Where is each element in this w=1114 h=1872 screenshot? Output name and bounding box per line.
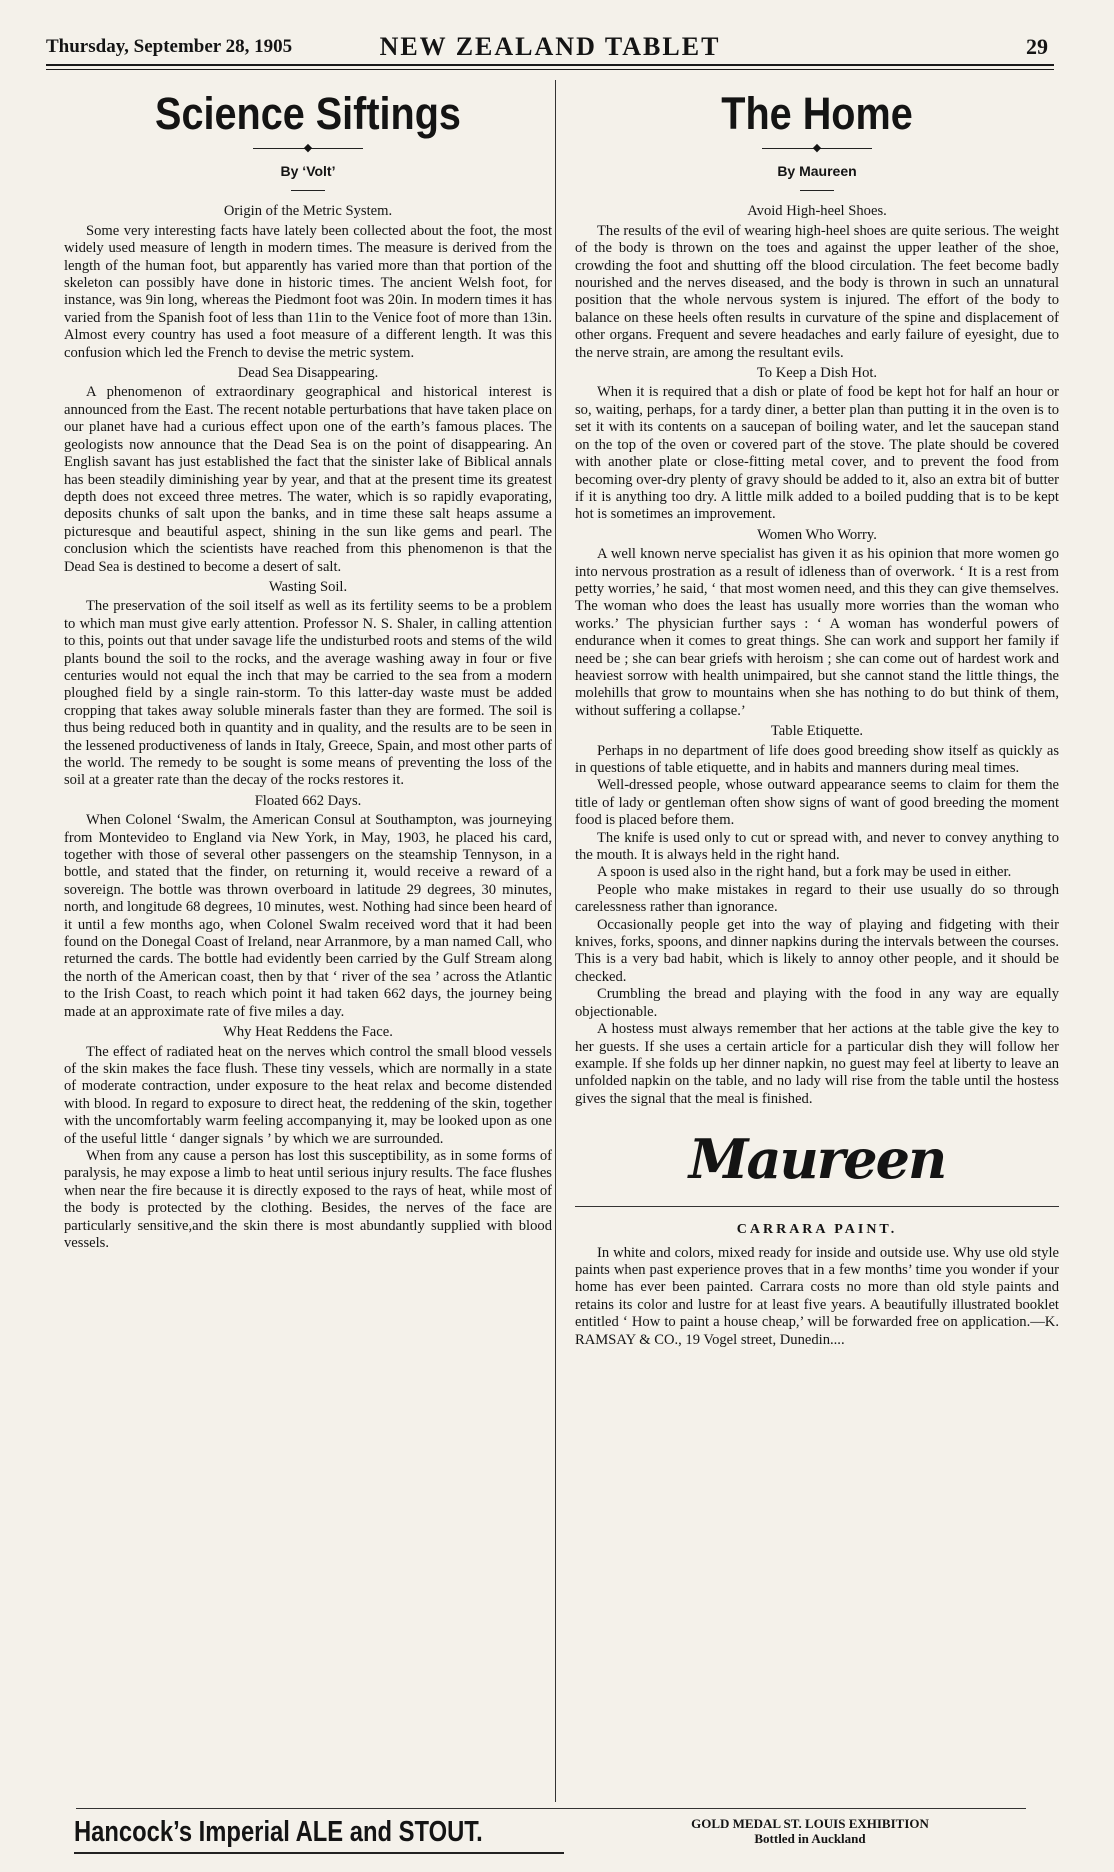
issue-date: Thursday, September 28, 1905 [46, 36, 293, 57]
short-rule [291, 190, 325, 191]
article-heading: Dead Sea Disappearing. [237, 365, 379, 382]
masthead-rule-thin [46, 69, 1054, 70]
article-paragraph: Well-dressed people, whose outward appearance seems to claim for them the title of lady or gentleman often show signs of want of good breeding the moment food is placed before them. [575, 777, 1059, 829]
article-paragraph: A phenomenon of extraordinary geographical and historical interest is announced from the East. The recent notable perturbations that have taken place on our planet have had a curious effect upon one of the earth’s famous places. The geologists now announce that the Dead Sea is on the point of disappearing. An English savant has just established the fact that the sinister lake of Biblical annals has been steadily diminishing year by year, and that at the present time its greatest depth does not exceed three metres. The water, which is so rapidly evaporating, deposits chunks of salt upon the banks, and in time these salt heaps assume a picturesque and beautiful aspect, shining in the sun like gems and pearl. The conclusion which the scientists have reached from this phenomenon is that the Dead Sea is destined to become a desert of salt. [64, 384, 552, 575]
ad-heading: CARRARA PAINT. [736, 1222, 898, 1238]
article-heading: Women Who Worry. [757, 526, 877, 543]
article-heading: Floated 662 Days. [254, 792, 362, 809]
article-paragraph: Occasionally people get into the way of playing and fidgeting with their knives, forks, spoons, and dinner napkins during the intervals between the courses. This is a very bad habit, which is likely to annoy other people, and it should be checked. [575, 916, 1059, 985]
article-paragraph: A hostess must always remember that her actions at the table give the key to her guests. If she uses a certain article for a particular dish they will follow her example. If she folds up her dinner napkin, no guest may feel at liberty to leave an unfolded napkin on the table, and no lady will rise from the table until the hostess gives the signal that the meal is finished. [575, 1021, 1059, 1107]
gold-medal-ad [620, 1816, 1000, 1846]
article-paragraph: A spoon is used also in the right hand, but a fork may be used in either. [597, 864, 1012, 881]
byline: By ‘Volt’ [280, 163, 336, 179]
maureen-signature: Maureen [688, 1127, 946, 1192]
short-rule [800, 190, 834, 191]
science-siftings-column [64, 88, 552, 1252]
article-paragraph: Some very interesting facts have lately been collected about the foot, the most widely used measure of length in modern times. The measure is derived from the length of the human foot, but apparently has varied more than that portion of the skeleton can possibly have done in historic times. The ancient Welsh foot, for instance, was 9in long, whereas the Piedmont foot was 20in. In modern times it has varied from the Spanish foot of less than 11in to the Venice foot of more than 13in. Almost every country has used a foot measure of a different length. It was this confusion which led the French to devise the metric system. [64, 222, 552, 361]
footer-rule [76, 1808, 1026, 1809]
ornament-divider [762, 148, 872, 149]
masthead [46, 32, 1054, 62]
signature-rule [575, 1206, 1059, 1207]
masthead-rule [46, 64, 1054, 66]
byline: By Maureen [777, 163, 857, 179]
column-title: Science Siftings [155, 88, 461, 139]
article-heading: Avoid High-heel Shoes. [747, 203, 887, 220]
hancock-underline [74, 1852, 564, 1854]
article-paragraph: When from any cause a person has lost this susceptibility, as in some forms of paralysis, he may expose a limb to heat until serious injury results. The face flushes when near the fire because it is directly exposed to the rays of heat, while most of the body is protected by the clothing. Besides, the nerves of the face are particularly sensitive,and the skin there is most abundantly supplied with blood vessels. [64, 1147, 552, 1251]
article-paragraph: People who make mistakes in regard to their use usually do so through carelessness rather than ignorance. [575, 881, 1059, 916]
gold-medal-line: GOLD MEDAL ST. LOUIS EXHIBITION [691, 1816, 929, 1831]
ornament-divider [253, 148, 363, 149]
paper-title: NEW ZEALAND TABLET [379, 32, 721, 61]
article-heading: Wasting Soil. [268, 578, 348, 595]
article-paragraph: The effect of radiated heat on the nerves which control the small blood vessels of the skin makes the face flush. These tiny vessels, which are normally in a state of moderate contraction, under exposure to the heat relax and become distended with blood. In regard to exposure to direct heat, the reddening of the skin, together with the uncomfortably warm feeling accompanying it, may be looked upon as one of the useful little ‘ danger signals ’ by which we are surrounded. [64, 1043, 552, 1147]
article-heading: Why Heat Reddens the Face. [223, 1024, 393, 1041]
bottled-line: Bottled in Auckland [754, 1831, 866, 1846]
article-paragraph: The preservation of the soil itself as well as its fertility seems to be a problem to which man must give early attention. Professor N. S. Shaler, in calling attention to this, points out that under savage life the undisturbed roots and stems of the wild plants bound the soil to the rocks, and the average washing away in four or five centuries would not equal the inch that may be carried to the sea from a modern ploughed field by a single rain-storm. To this latter-day waste must be added cropping that takes away soluble minerals faster than they are formed. The soil is thus being reduced both in quantity and in quality, and the results are to be seen in the lessened productiveness of lands in Italy, Greece, Spain, and most other parts of the world. The remedy to be sought is some means of preventing the loss of the soil at a greater rate than the decay of the rocks restores it. [64, 598, 552, 789]
ad-body: In white and colors, mixed ready for inside and outside use. Why use old style paints when past experience proves that in a few months’ time you wonder if your home has ever been painted. Carrara costs no more than old style paints and retains its color and lustre for at least five years. A beautifully illustrated booklet entitled ‘ How to paint a house cheap,’ will be forwarded free on application.—K. RAMSAY & CO., 19 Vogel street, Dunedin.... [575, 1244, 1059, 1348]
article-paragraph: When it is required that a dish or plate of food be kept hot for half an hour or so, waiting, perhaps, for a tardy diner, a better plan than putting it in the oven is to set it with its contents on a saucepan of boiling water, and let the saucepan stand on the top of the oven or covered part of the stove. The plate should be covered with another plate or close-fitting metal cover, and to prevent the food from becoming over-dry plenty of gravy should be added to it, also an extra bit of butter if it is anything too dry. A little milk added to a boiled pudding that is to be kept hot is sometimes an improvement. [575, 384, 1059, 523]
column-title: The Home [721, 88, 913, 139]
article-paragraph: Perhaps in no department of life does good breeding show itself as quickly as in questions of table etiquette, and in habits and manners during meal times. [575, 742, 1059, 776]
article-paragraph: Crumbling the bread and playing with the food in any way are equally objectionable. [575, 986, 1059, 1020]
article-heading: Origin of the Metric System. [223, 203, 393, 220]
article-paragraph: The results of the evil of wearing high-heel shoes are quite serious. The weight of the body is thrown on the toes and against the upper leather of the shoe, crowding the foot and shutting off the blood circulation. The feet become badly nourished and the nerves diseased, and the body is thrown in such an unnatural position that the whole nervous system is injured. The effort of the body to balance on these heels often results in curvature of the spine and displacement of other organs. Frequent and severe headaches and early failure of eyesight, due to the nerve strain, are among the resultant evils. [575, 222, 1059, 361]
article-heading: Table Etiquette. [770, 723, 864, 740]
the-home-column [575, 88, 1059, 1349]
column-divider [555, 80, 556, 1802]
article-paragraph: A well known nerve specialist has given it as his opinion that more women go into nervous prostration as a result of idleness than of overwork. ‘ It is a rest from petty worries,’ he said, ‘ that most women need, and this they can give themselves. The woman who does the least has usually more worries than the woman who works.’ The physician further says : ‘ A woman has wonderful powers of endurance when it comes to great things. She can work and support her family if need be ; she can bear griefs with heroism ; she can come out of hardest work and heaviest sorrow with health unimpaired, but she cannot stand the little things, the molehills that grow to mountains when she has nothing to do but think of them, without suffering a collapse.’ [575, 546, 1059, 719]
article-paragraph: When Colonel ‘Swalm, the American Consul at Southampton, was journeying from Montevideo to England via New York, in May, 1903, he placed his card, together with those of several other passengers on the steamship Tennyson, in a bottle, and stated that the finder, on returning it, would receive a reward of a sovereign. The bottle was thrown overboard in latitude 29 degrees, 30 minutes, north, and longitude 68 degrees, 10 minutes, west. Nothing had since been heard of it until a few months ago, when Colonel Swalm received word that it had been found on the Donegal Coast of Ireland, near Arranmore, by a man named Call, who returned the cards. The bottle had evidently been carried by the Gulf Stream along the north of the American coast, then by that ‘ river of the sea ’ across the Atlantic to the Irish Coast, to reach which point it had taken 662 days, the journey being made at an approximate rate of five miles a day. [64, 812, 552, 1020]
article-paragraph: The knife is used only to cut or spread with, and never to convey anything to the mouth. It is always held in the right hand. [575, 829, 1059, 864]
hancock-ad: Hancock’s Imperial ALE and STOUT. [74, 1816, 483, 1848]
article-heading: To Keep a Dish Hot. [756, 365, 878, 382]
page-number: 29 [1026, 34, 1048, 59]
